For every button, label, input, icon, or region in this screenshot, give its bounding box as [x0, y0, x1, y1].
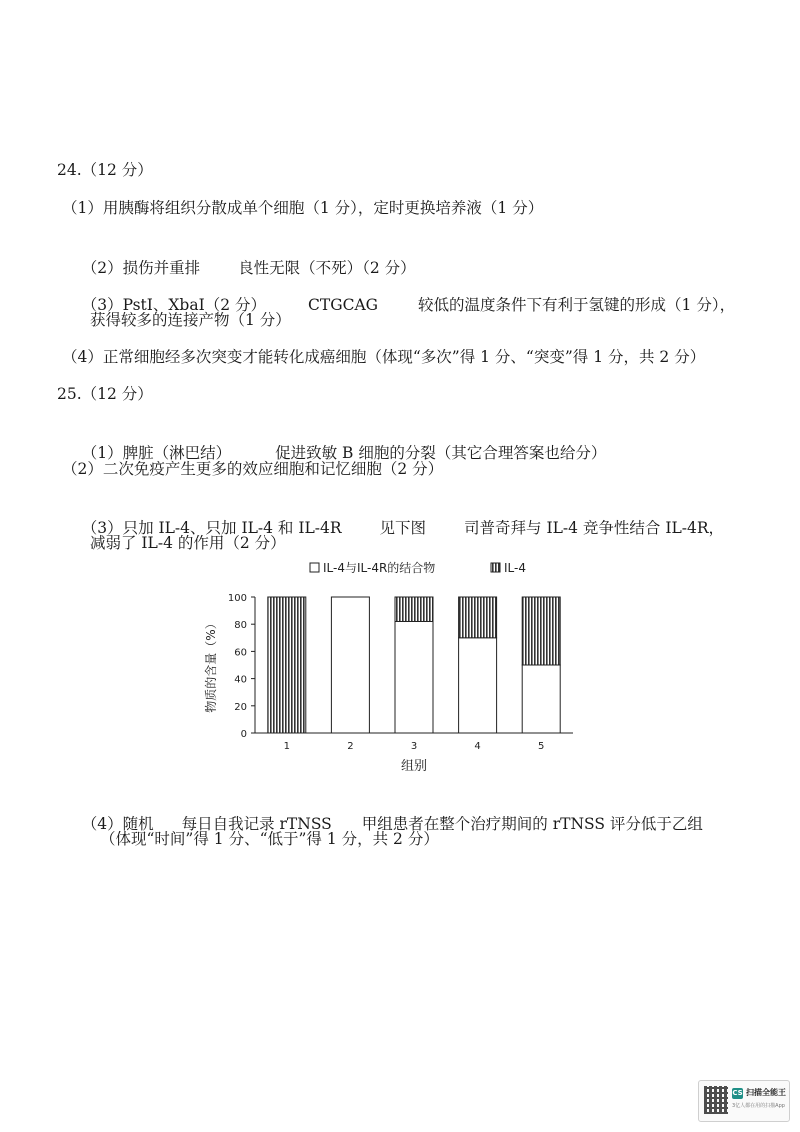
legend-label-complex: IL-4与IL-4R的结合物 — [323, 561, 436, 575]
q25-item-4-part-c: 甲组患者在整个治疗期间的 rTNSS 评分低于乙组 — [361, 815, 703, 833]
qr-code-icon — [704, 1086, 728, 1114]
x-tick-label: 4 — [474, 741, 481, 752]
camscanner-name: 扫描全能王 — [746, 1088, 786, 1097]
camscanner-logo: CS — [732, 1089, 743, 1097]
bar-segment-il4 — [522, 597, 560, 665]
y-tick-label: 20 — [234, 701, 247, 713]
x-tick-label: 5 — [538, 741, 545, 752]
y-axis-label: 物质的含量（%） — [204, 617, 218, 713]
legend-label-il4: IL-4 — [504, 561, 526, 575]
q25-item-3-continued: 减弱了 IL-4 的作用（2 分） — [90, 534, 286, 552]
y-tick-label: 80 — [234, 620, 247, 632]
q24-item-3-part-c: 较低的温度条件下有利于氢键的形成（1 分）， — [418, 296, 736, 314]
legend-swatch-complex — [310, 563, 319, 572]
stacked-bar-chart — [195, 558, 595, 780]
q25-item-4-continued: （体现“时间”得 1 分、“低于”得 1 分，共 2 分） — [100, 830, 439, 848]
camscanner-tagline: 3亿人都在用的扫描App — [732, 1103, 785, 1109]
x-axis-label: 组别 — [400, 759, 428, 774]
q25-item-2: （2）二次免疫产生更多的效应细胞和记忆细胞（2 分） — [62, 460, 444, 478]
q25-item-4-part-b: 每日自我记录 rTNSS — [181, 815, 332, 833]
q24-item-1: （1）用胰酶将组织分散成单个细胞（1 分），定时更换培养液（1 分） — [62, 199, 544, 217]
q25-header: 25.（12 分） — [57, 385, 153, 403]
q25-item-1-part-b: 促进致敏 B 细胞的分裂（其它合理答案也给分） — [275, 444, 607, 462]
q25-item-3-part-a: （3）只加 IL-4、只加 IL-4 和 IL-4R — [81, 519, 342, 537]
q24-item-3-continued: 获得较多的连接产物（1 分） — [90, 311, 291, 329]
q25-item-4-part-a: （4）随机 — [81, 815, 154, 833]
bar-segment-il4 — [395, 597, 433, 621]
legend-swatch-il4 — [491, 563, 500, 572]
x-tick-label: 1 — [283, 741, 290, 752]
bar-segment-il4 — [459, 597, 497, 638]
scanner-watermark — [698, 1080, 790, 1122]
q24-item-2-part-b: 良性无限（不死）（2 分） — [238, 259, 416, 277]
x-tick-label: 2 — [347, 741, 354, 752]
q24-item-3-part-a: （3）PstⅠ、XbaⅠ（2 分） — [81, 296, 267, 314]
q25-item-3-part-c: 司普奇拜与 IL-4 竞争性结合 IL-4R， — [464, 519, 725, 537]
q25-item-3-part-b: 见下图 — [379, 519, 427, 537]
bar-segment-complex — [331, 597, 369, 733]
y-tick-label: 0 — [240, 729, 247, 740]
bar-segment-il4 — [268, 597, 306, 733]
bar-segment-complex — [395, 621, 433, 733]
y-tick-label: 100 — [227, 593, 247, 604]
y-tick-label: 60 — [234, 647, 247, 659]
q24-header: 24.（12 分） — [57, 161, 153, 179]
bar-segment-complex — [522, 665, 560, 733]
x-tick-label: 3 — [410, 741, 418, 752]
q24-item-3-part-b: CTGCAG — [308, 296, 379, 314]
bar-segment-complex — [459, 638, 497, 733]
y-tick-label: 40 — [234, 674, 247, 686]
q24-item-4: （4）正常细胞经多次突变才能转化成癌细胞（体现“多次”得 1 分、“突变”得 1 分，共 2 分） — [62, 348, 706, 366]
q24-item-2-part-a: （2）损伤并重排 — [81, 259, 201, 277]
q25-item-1-part-a: （1）脾脏（淋巴结） — [81, 444, 232, 462]
